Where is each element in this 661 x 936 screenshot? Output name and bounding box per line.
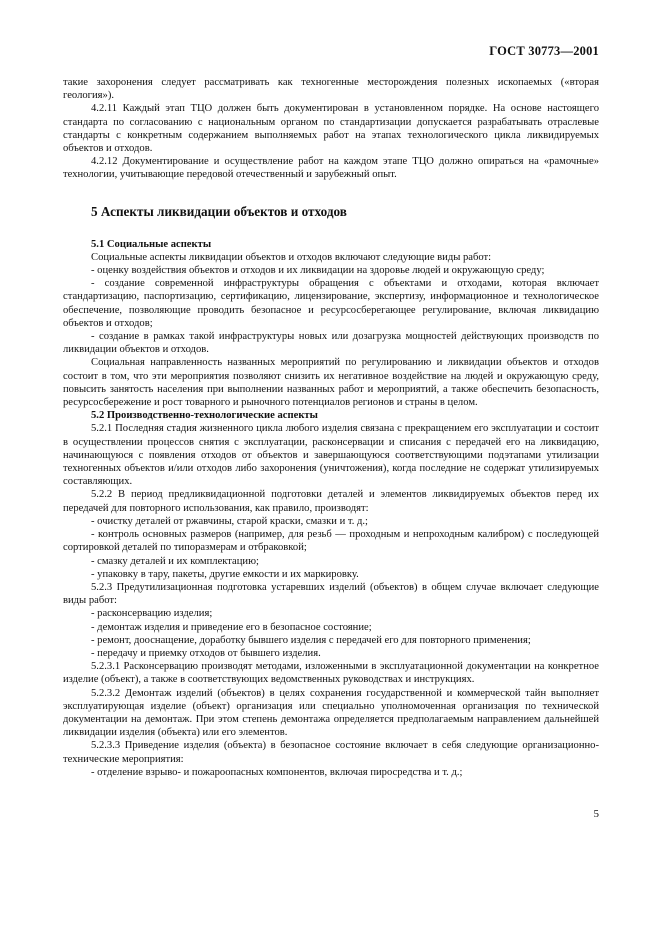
paragraph: такие захоронения следует рассматривать как техногенные месторождения полезных ископаемых («вторая геология»). xyxy=(63,77,599,102)
list-item: - контроль основных размеров (например, для резьб — проходным и непроходным калибром) с последующей сортировкой деталей по типоразмерам и отбраковкой; xyxy=(63,529,599,554)
paragraph: 4.2.11 Каждый этап ТЦО должен быть документирован в установленном порядке. На основе настоящего стандарта по согласованию с национальным органом по стандартизации допускается разрабатывать отраслевые стандарты с конкретным содержанием выполняемых работ на этапах технологического цикла ликвидируемых объектов и отходов. xyxy=(63,103,599,155)
paragraph: 5.2.3 Предутилизационная подготовка устаревших изделий (объектов) в общем случае включает следующие виды работ: xyxy=(63,581,599,607)
paragraph: 5.2.3.2 Демонтаж изделий (объектов) в целях сохранения государственной и коммерческой тайн выполняет эксплуатирующая изделие (объект) организация или специально уполномоченная организация по технической документации на демонтаж. При этом степень демонтажа определяется предполагаемым направлением дальнейшей ликвидации изделия (объекта) или его элементов. xyxy=(63,687,599,739)
list-item: - ремонт, дооснащение, доработку бывшего изделия с передачей его для повторного применения; xyxy=(91,634,531,646)
paragraph: Социальная направленность названных мероприятий по регулированию и ликвидации объектов и отходов состоит в том, что эти мероприятия позволяют снизить их негативное воздействие на людей и окружающую среду, повысить занятость населения при выполнении названных работ и мероприятий, а также обеспечить безопасность, ресурсосбережение и рост товарного и рыночного потенциалов регионов и страны в целом. xyxy=(63,357,599,409)
list-item: - передачу и приемку отходов от бывшего изделия. xyxy=(91,647,321,659)
subsection-heading: 5.1 Социальные аспекты xyxy=(91,238,212,250)
list-item: - демонтаж изделия и приведение его в безопасное состояние; xyxy=(91,621,372,633)
list-item: - создание в рамках такой инфраструктуры новых или дозагрузка мощностей действующих производств по ликвидации объектов и отходов. xyxy=(63,331,599,356)
list-item: - расконсервацию изделия; xyxy=(91,608,213,620)
subsection-heading: 5.2 Производственно-технологические аспекты xyxy=(91,410,318,422)
list-item: - смазку деталей и их комплектацию; xyxy=(91,555,259,567)
list-item: - оценку воздействия объектов и отходов и их ликвидации на здоровье людей и окружающую среду; xyxy=(91,265,545,277)
paragraph: 5.2.3.1 Расконсервацию производят методами, изложенными в эксплуатационной документации на конкретное изделие (объект), а также в соответствующих ведомственных руководствах и инструкциях. xyxy=(63,661,599,686)
page-number: 5 xyxy=(593,808,599,820)
paragraph: 5.2.2 В период предликвидационной подготовки деталей и элементов ликвидируемых объектов перед их передачей для повторного использования, как правило, производят: xyxy=(63,489,599,514)
paragraph: 5.2.1 Последняя стадия жизненного цикла любого изделия связана с прекращением его эксплуатации и состоит в осуществлении процессов снятия с эксплуатации, расконсервации и списания с передачей его на ликвидацию, начинающуюся с появления отходов от объектов и завершающуюся соответствующими подэтапами утилизации техногенных объектов и/или отходов либо захоронения (уничтожения), когда последние не содержат утилизируемых составляющих. xyxy=(63,423,599,488)
list-item: - очистку деталей от ржавчины, старой краски, смазки и т. д.; xyxy=(91,515,369,527)
paragraph: 4.2.12 Документирование и осуществление работ на каждом этапе ТЦО должно опираться на «рамочные» технологии, учитывающие передовой отечественный и зарубежный опыт. xyxy=(63,156,599,181)
paragraph: Социальные аспекты ликвидации объектов и отходов включают следующие виды работ: xyxy=(91,251,492,263)
body-text xyxy=(63,76,599,779)
document-code-header: ГОСТ 30773—2001 xyxy=(489,44,599,58)
list-item: - упаковку в тару, пакеты, другие емкости и их маркировку. xyxy=(91,568,359,580)
paragraph: 5.2.3.3 Приведение изделия (объекта) в безопасное состояние включает в себя следующие организационно-технические мероприятия: xyxy=(63,740,599,765)
section-title: 5 Аспекты ликвидации объектов и отходов xyxy=(91,203,347,219)
list-item: - отделение взрыво- и пожароопасных компонентов, включая пиросредства и т. д.; xyxy=(91,766,463,778)
list-item: - создание современной инфраструктуры обращения с объектами и отходами, которая включает стандартизацию, паспортизацию, сертификацию, лицензирование, экспертизу, информационное и технологическое обеспечение, позволяющие проводить безопасное и ресурсосберегающее регулирование, включая ликвидацию объектов и отходов; xyxy=(63,278,599,329)
